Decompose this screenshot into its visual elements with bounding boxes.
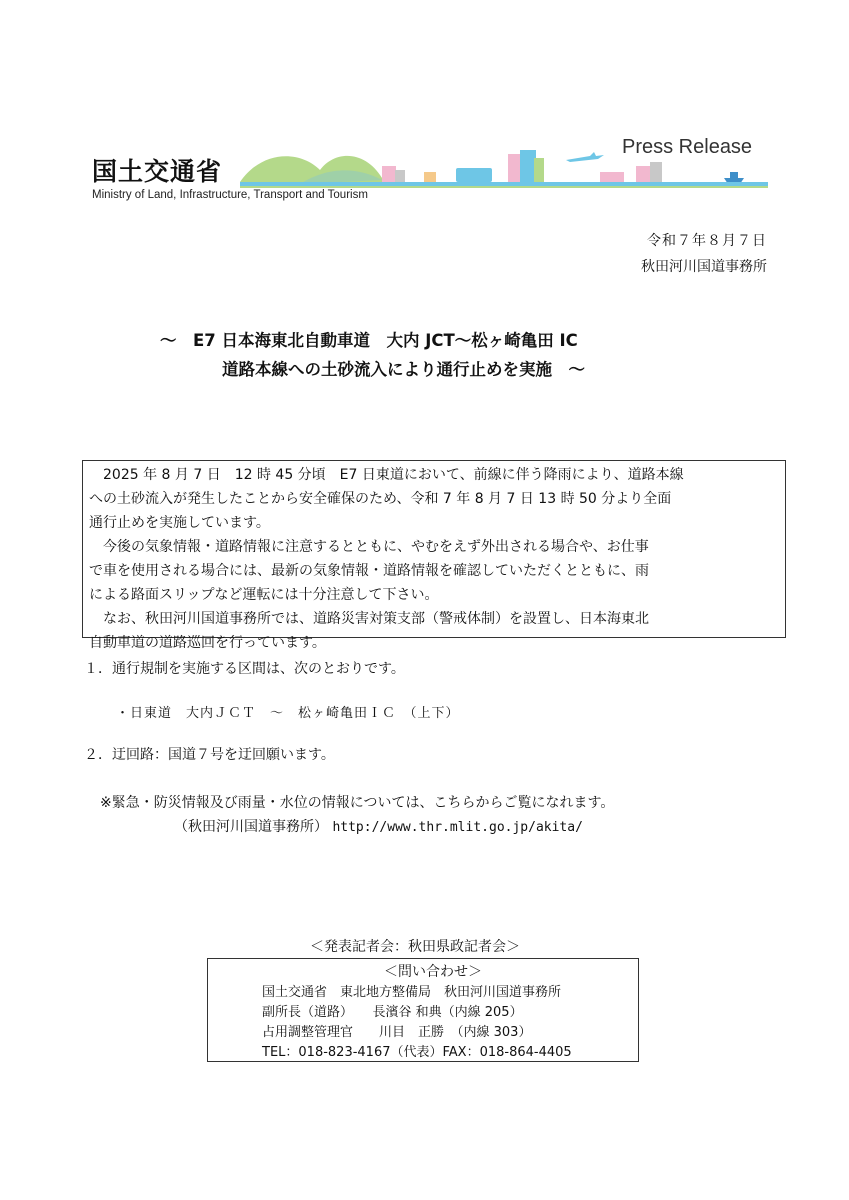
contact-row: 占用調整管理官 川目 正勝 （内線 303） bbox=[262, 1025, 532, 1040]
headline-line-2: 道路本線への土砂流入により通行止めを実施 ～ bbox=[222, 360, 585, 379]
restricted-section-detail: ・日東道 大内ＪＣＴ ～ 松ヶ崎亀田ＩＣ （上下） bbox=[116, 706, 460, 721]
body-line: による路面スリップなど運転には十分注意して下さい。 bbox=[89, 587, 439, 603]
item-detour-route: ２．迂回路：国道７号を迂回願います。 bbox=[84, 747, 335, 763]
body-line: への土砂流入が発生したことから安全確保のため、令和 7 年 8 月 7 日 13 時 50 分より全面 bbox=[89, 491, 672, 507]
info-link-prefix: （秋田河川国道事務所） bbox=[174, 819, 328, 835]
office-website-link[interactable]: http://www.thr.mlit.go.jp/akita/ bbox=[332, 820, 583, 835]
body-line: で車を使用される場合には、最新の気象情報・道路情報を確認していただくとともに、雨 bbox=[89, 563, 649, 579]
info-link-line bbox=[174, 816, 583, 836]
headline-line-1: ～ E7 日本海東北自動車道 大内 JCT～松ヶ崎亀田 IC bbox=[160, 331, 578, 350]
issuing-office: 秋田河川国道事務所 bbox=[641, 259, 767, 275]
contact-box bbox=[207, 958, 639, 1062]
press-release-header bbox=[0, 0, 849, 220]
item-restricted-section: １．通行規制を実施する区間は、次のとおりです。 bbox=[84, 661, 405, 677]
contact-heading: ＜問い合わせ＞ bbox=[384, 964, 482, 980]
contact-row: 国土交通省 東北地方整備局 秋田河川国道事務所 bbox=[262, 985, 562, 1000]
contact-row: 副所長（道路） 長濱谷 和典（内線 205） bbox=[262, 1005, 523, 1020]
body-line: なお、秋田河川国道事務所では、道路災害対策支部（警戒体制）を設置し、日本海東北 bbox=[89, 611, 649, 627]
ministry-name-jp: 国土交通省 bbox=[92, 157, 223, 186]
ministry-name-en: Ministry of Land, Infrastructure, Transport and Tourism bbox=[92, 189, 368, 201]
info-note: ※緊急・防災情報及び雨量・水位の情報については、こちらからご覧になれます。 bbox=[100, 795, 615, 811]
body-line: 自動車道の道路巡回を行っています。 bbox=[89, 635, 326, 651]
contact-row: TEL：018-823-4167（代表）FAX：018-864-4405 bbox=[262, 1045, 572, 1060]
release-date: 令和７年８月７日 bbox=[647, 233, 767, 249]
press-club-label: ＜発表記者会：秋田県政記者会＞ bbox=[310, 939, 520, 955]
press-release-label: Press Release bbox=[622, 136, 753, 158]
announcement-body bbox=[82, 460, 786, 651]
body-line: 通行止めを実施しています。 bbox=[89, 515, 270, 531]
body-line: 今後の気象情報・道路情報に注意するとともに、やむをえず外出される場合や、お仕事 bbox=[89, 539, 649, 555]
body-line: 2025 年 8 月 7 日 12 時 45 分頃 E7 日東道において、前線に伴う降雨により、道路本線 bbox=[89, 467, 684, 483]
